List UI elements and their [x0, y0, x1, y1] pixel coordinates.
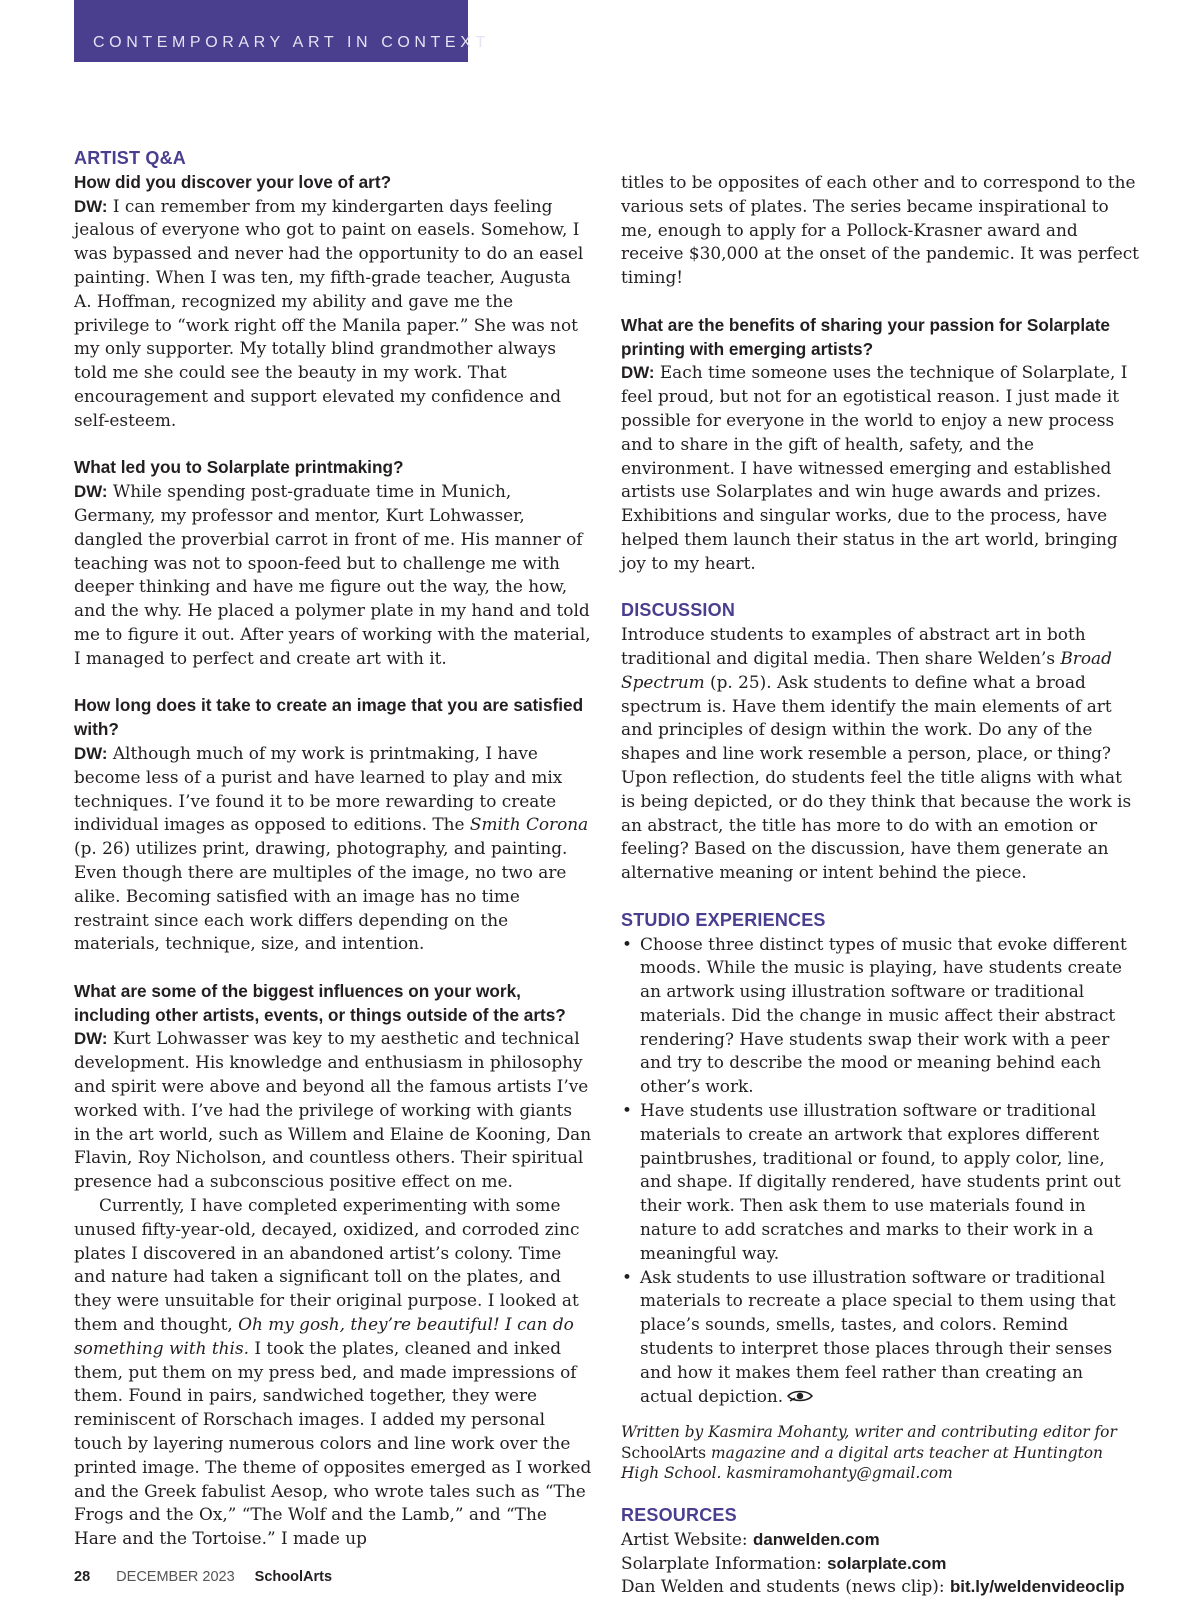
dw-label: DW: — [74, 743, 108, 763]
answer-4b-text: Currently, I have completed experimenting with some unused fifty-year-old, decayed, oxidized, and corroded zinc plates I discovered in an abandoned artist’s colony. Time and nature had taken a significant toll on the plates, and they were unsuitable for their original purpose. I looked at them and thought, — [74, 1195, 580, 1335]
answer-5-text: Each time someone uses the technique of Solarplate, I feel proud, but not for an egotistical reason. I just made it possible for everyone in the world to enjoy a new process and to share in the gift of health, safety, and the environment. I have witnessed emerging and established artists use Solarplates and win huge awards and prizes. Exhibitions and singular works, due to the process, have helped them launch their status in the art world, bringing joy to my heart. — [621, 362, 1128, 573]
credit-text-cont: magazine and a digital arts teacher at Huntington High School. kasmiramohanty@gmail.com — [621, 1443, 1103, 1483]
artwork-title: Broad Spectrum — [621, 647, 1112, 692]
answer-1 — [74, 195, 592, 433]
list-item: • Choose three distinct types of music that evoke different moods. While the music is playing, have students create an artwork using illustration software or traditional materials. Did the change in music affect their abstract rendering? Have students swap their work with a peer and try to describe the mood or meaning behind each other’s work. — [621, 933, 1141, 1100]
qa-heading: ARTIST Q&A — [74, 148, 186, 168]
dw-label: DW: — [74, 1029, 108, 1049]
resource-item: Artist Website: danwelden.com — [621, 1528, 880, 1549]
page-number: 28 — [74, 1569, 91, 1585]
artwork-title: Smith Corona — [469, 814, 589, 835]
list-item: • Ask students to use illustration software or traditional materials to recreate a place special to them using that place’s sounds, smells, tastes, and colors. Remind students to interpret those places through their senses and how it makes them feel rather than creating an actual depiction. — [621, 1266, 1141, 1409]
answer-2-text: While spending post-graduate time in Munich, Germany, my professor and mentor, Kurt Lohwasser, dangled the proverbial carrot in front of me. His manner of teaching was not to spoon-feed but to challenge me with deeper thinking and have me figure out the way, the how, and the why. He placed a polymer plate in my hand and told me to figure it out. After years of working with the material, I managed to perfect and create art with it. — [74, 481, 591, 668]
answer-4-text: Kurt Lohwasser was key to my aesthetic and technical development. His knowledge and enthusiasm in philosophy and spirit were above and beyond all the famous artists I’ve worked with. I’ve had the privilege of working with giants in the art world, such as Willem and Elaine de Kooning, Dan Flavin, Roy Nicholson, and countless others. Their spiritual presence had a subconscious positive effect on me. — [74, 1028, 592, 1192]
answer-2 — [74, 480, 592, 670]
list-item: • Have students use illustration software or traditional materials to create an artwork that explores different paintbrushes, traditional or found, to apply color, line, and shape. If digitally rendered, have students print out their work. Then ask them to use materials found in nature to add scratches and marks to their work in a meaningful way. — [621, 1099, 1141, 1266]
answer-4-paragraph-2 — [74, 1194, 592, 1551]
dw-label: DW: — [621, 363, 655, 383]
credit-text: Written by Kasmira Mohanty, writer and contributing editor for — [621, 1423, 1117, 1442]
issue-date: DECEMBER 2023 — [116, 1569, 235, 1585]
dw-label: DW: — [74, 196, 108, 216]
answer-4 — [74, 1027, 592, 1194]
resource-item: Solarplate Information: solarplate.com — [621, 1552, 947, 1573]
discussion-heading: DISCUSSION — [621, 600, 736, 621]
left-column — [74, 147, 592, 1551]
studio-list — [621, 933, 1141, 1409]
studio-heading: STUDIO EXPERIENCES — [621, 909, 826, 930]
question-1: How did you discover your love of art? — [74, 171, 392, 192]
resource-link[interactable]: bit.ly/weldenvideoclip — [949, 1577, 1125, 1597]
question-2: What led you to Solarplate printmaking? — [74, 457, 404, 478]
answer-3-text-cont: (p. 26) utilizes print, drawing, photography, and painting. Even though there are multiples of the image, no two are alike. Becoming satisfied with an image has no time restraint since each work differs depending on the materials, technique, size, and intention. — [74, 838, 568, 954]
page-footer — [74, 1569, 332, 1585]
resource-link[interactable]: solarplate.com — [827, 1553, 947, 1573]
answer-3 — [74, 742, 592, 956]
right-column — [621, 171, 1141, 1599]
dw-label: DW: — [74, 482, 108, 502]
resource-link[interactable]: danwelden.com — [753, 1529, 880, 1549]
answer-4-continued: titles to be opposites of each other and to correspond to the various sets of plates. The series became inspirational to me, enough to apply for a Pollock-Krasner award and receive $30,000 at the onset of the pandemic. It was perfect timing! — [621, 172, 1139, 288]
magazine-name: SchoolArts — [621, 1443, 707, 1462]
resources-heading: RESOURCES — [621, 1504, 737, 1525]
section-banner: CONTEMPORARY ART IN CONTEXT — [74, 0, 468, 62]
discussion-text — [621, 623, 1141, 885]
answer-1-text: I can remember from my kindergarten days feeling jealous of everyone who got to paint on easels. Somehow, I was bypassed and never had the opportunity to do an easel painting. When I was ten, my fifth-grade teacher, Augusta A. Hoffman, recognized my ability and gave me the privilege to “work right off the Manila paper.” She was not my only supporter. My totally blind grandmother always told me she could see the beauty in my work. That encouragement and support elevated my confidence and self-esteem. — [74, 195, 584, 430]
question-4: What are some of the biggest influences on your work, including other artists, events, or things outside of the arts? — [74, 980, 566, 1025]
discussion-text-start: Introduce students to examples of abstract art in both traditional and digital media. Then share Welden’s — [621, 624, 1086, 668]
eye-icon — [787, 1389, 813, 1403]
answer-4b-quote: Oh my gosh, they’re beautiful! I can do something with this. — [74, 1314, 574, 1358]
question-5: What are the benefits of sharing your passion for Solarplate printing with emerging artists? — [621, 314, 1110, 359]
answer-3-text: Although much of my work is printmaking, I have become less of a purist and have learned to play and mix techniques. I’ve found it to be more rewarding to create individual images as opposed to editions. The — [74, 742, 563, 835]
resource-item: Dan Welden and students (news clip): bit.ly/weldenvideoclip — [621, 1576, 1125, 1597]
author-credit — [621, 1422, 1141, 1484]
magazine-name: SchoolArts — [254, 1569, 333, 1585]
answer-5 — [621, 361, 1141, 575]
answer-4b-text-cont: I took the plates, cleaned and inked them, put them on my press bed, and made impressions of them. Found in pairs, sandwiched together, they were reminiscent of Rorschach images. I added my personal touch by layering numerous colors and line work over the printed image. The theme of opposites emerged as I worked and the Greek fabulist Aesop, who wrote tales such as “The Frogs and the Ox,” “The Wolf and the Lamb,” and “The Hare and the Tortoise.” I made up — [74, 1337, 592, 1549]
discussion-text-end: (p. 25). Ask students to define what a broad spectrum is. Have them identify the main elements of art and principles of design within the work. Do any of the shapes and line work resemble a person, place, or thing? Upon reflection, do students feel the title aligns with what is being depicted, or do they think that because the work is an abstract, the title has more to do with an emotion or feeling? Based on the discussion, have them generate an alternative meaning or intent behind the piece. — [621, 671, 1132, 883]
question-3: How long does it take to create an image that you are satisfied with? — [74, 695, 584, 740]
